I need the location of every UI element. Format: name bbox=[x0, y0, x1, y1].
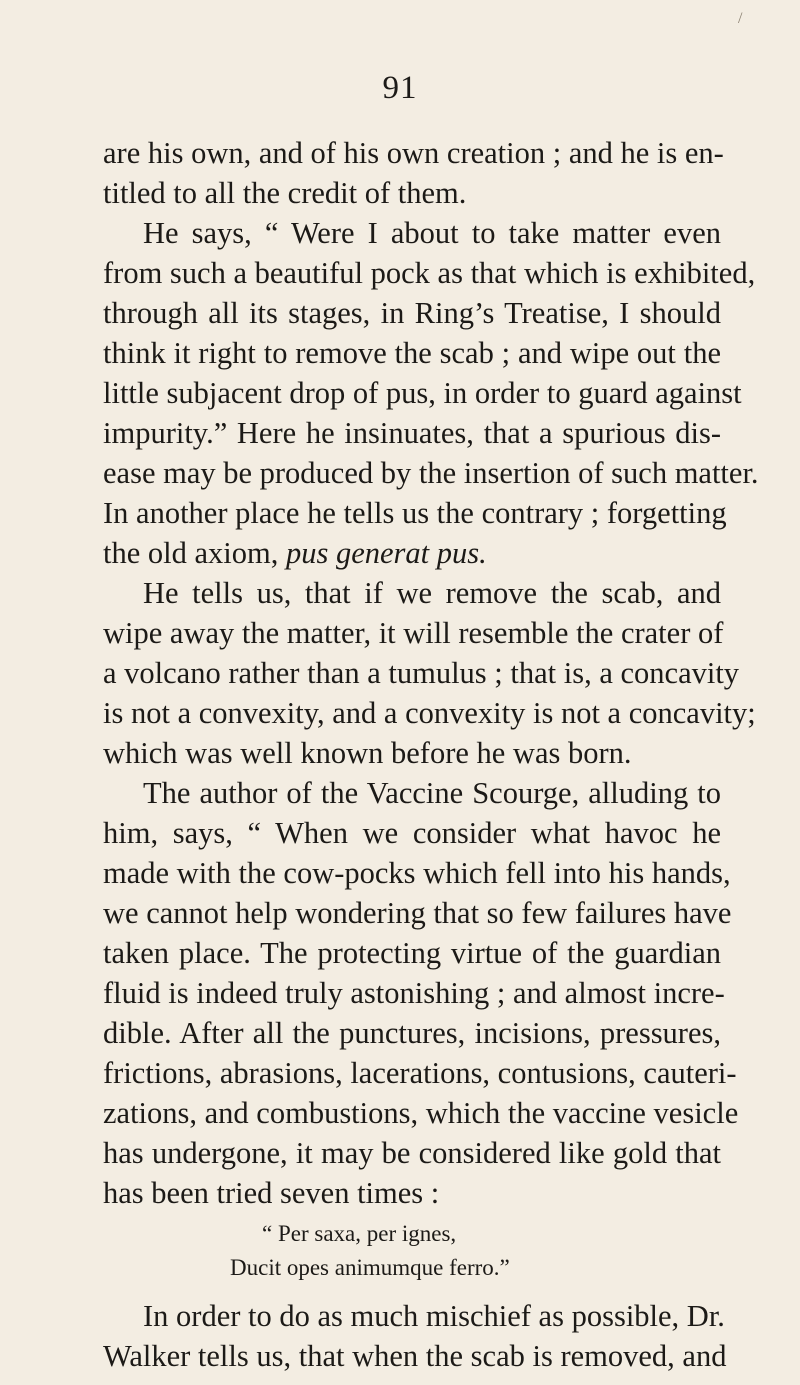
text-line: taken place. The protecting virtue of the guardian bbox=[103, 936, 721, 970]
text-line: made with the cow-pocks which fell into his hands, bbox=[103, 856, 731, 890]
text-line: dible. After all the punctures, incisions, pressures, bbox=[103, 1016, 721, 1050]
text-line: a volcano rather than a tumulus ; that is, a concavity bbox=[103, 656, 740, 690]
text-line: through all its stages, in Ring’s Treatise, I should bbox=[103, 296, 721, 330]
text-line: has undergone, it may be considered like gold that bbox=[103, 1136, 721, 1170]
text-line: him, says, “ When we consider what havoc he bbox=[103, 816, 721, 850]
page-mark: / bbox=[738, 10, 743, 27]
text-line: fluid is indeed truly astonishing ; and almost incre- bbox=[103, 976, 725, 1010]
text-line: In order to do as much mischief as possible, Dr. bbox=[143, 1299, 725, 1333]
text-line: titled to all the credit of them. bbox=[103, 176, 467, 210]
text-line: He says, “ Were I about to take matter even bbox=[143, 216, 721, 250]
text-line: has been tried seven times : bbox=[103, 1176, 440, 1210]
verse-line: “ Per saxa, per ignes, bbox=[262, 1221, 457, 1246]
text-line: are his own, and of his own creation ; and he is en- bbox=[103, 136, 724, 170]
text-line: little subjacent drop of pus, in order to guard against bbox=[103, 376, 742, 410]
text-line: He tells us, that if we remove the scab, and bbox=[143, 576, 721, 610]
page-number: 91 bbox=[382, 70, 418, 106]
text-line bbox=[103, 533, 721, 573]
text-line: Walker tells us, that when the scab is removed, and bbox=[103, 1339, 727, 1373]
text-line: which was well known before he was born. bbox=[103, 736, 632, 770]
text-line: think it right to remove the scab ; and wipe out the bbox=[103, 336, 721, 370]
text-line: impurity.” Here he insinuates, that a spurious dis- bbox=[103, 416, 721, 450]
latin-phrase: pus generat pus. bbox=[285, 536, 487, 570]
text-line: we cannot help wondering that so few failures have bbox=[103, 896, 732, 930]
text-line: frictions, abrasions, lacerations, contusions, cauteri- bbox=[103, 1056, 737, 1090]
text-line: is not a convexity, and a convexity is not a concavity; bbox=[103, 696, 756, 730]
text-line-start: the old axiom, bbox=[103, 536, 286, 570]
text-line: In another place he tells us the contrary ; forgetting bbox=[103, 496, 727, 530]
verse-line: Ducit opes animumque ferro.” bbox=[230, 1255, 510, 1280]
text-line: zations, and combustions, which the vaccine vesicle bbox=[103, 1096, 739, 1130]
text-line: The author of the Vaccine Scourge, alluding to bbox=[143, 776, 721, 810]
text-line: from such a beautiful pock as that which is exhibited, bbox=[103, 256, 756, 290]
text-line: ease may be produced by the insertion of such matter. bbox=[103, 456, 759, 490]
text-line: wipe away the matter, it will resemble the crater of bbox=[103, 616, 724, 650]
